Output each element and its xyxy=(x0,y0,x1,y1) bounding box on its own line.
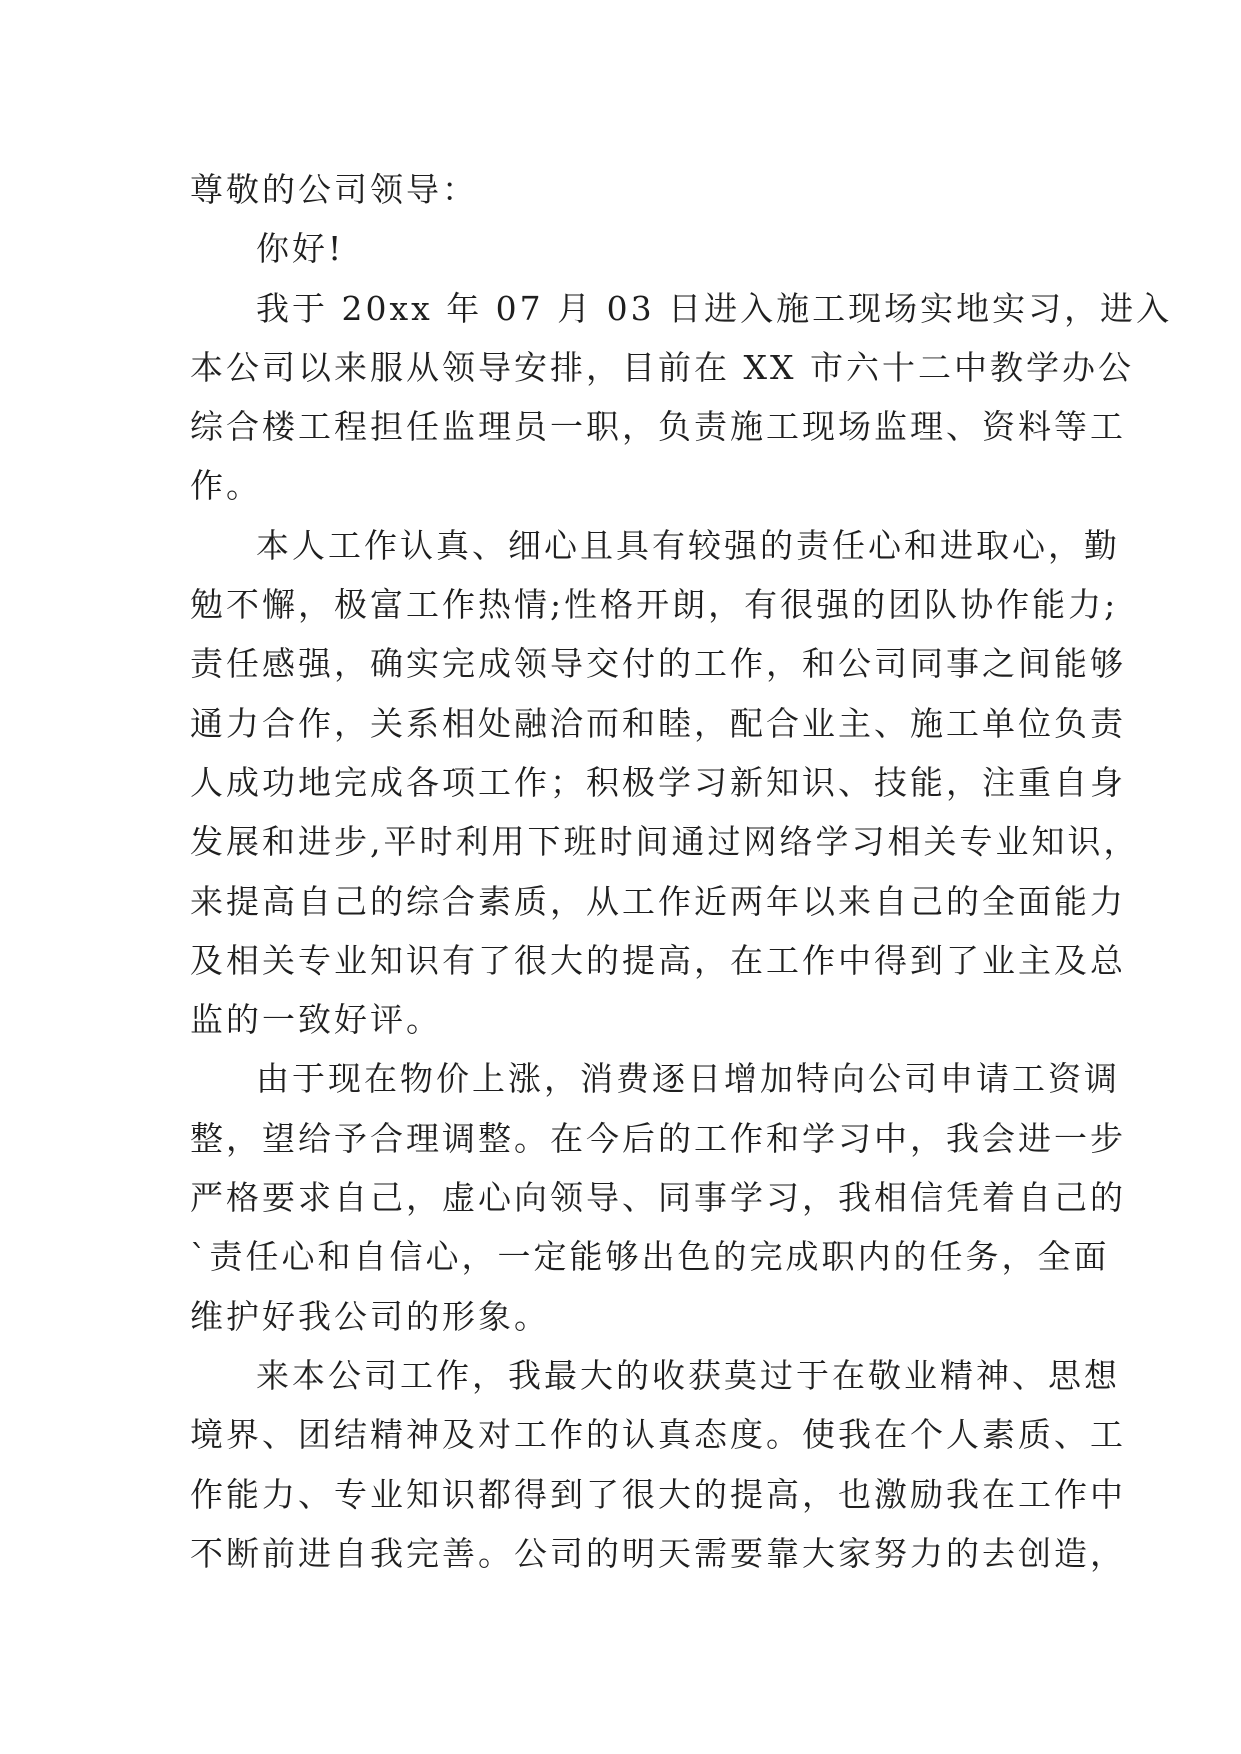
paragraph-line: 作。 xyxy=(190,466,262,506)
paragraph-line: 严格要求自己，虚心向领导、同事学习，我相信凭着自己的 xyxy=(190,1178,1126,1218)
letter-body xyxy=(190,160,1173,1583)
paragraph-line: 来本公司工作，我最大的收获莫过于在敬业精神、思想 xyxy=(256,1355,1120,1395)
paragraph-line: 通力合作，关系相处融洽而和睦，配合业主、施工单位负责 xyxy=(190,703,1126,743)
paragraph-line: 责任感强，确实完成领导交付的工作，和公司同事之间能够 xyxy=(190,644,1126,684)
paragraph-line: 勉不懈，极富工作热情;性格开朗，有很强的团队协作能力; xyxy=(190,585,1119,625)
paragraph-line: 本人工作认真、细心且具有较强的责任心和进取心，勤 xyxy=(256,525,1120,565)
paragraph-line: 来提高自己的综合素质，从工作近两年以来自己的全面能力 xyxy=(190,881,1126,921)
paragraph-line: 作能力、专业知识都得到了很大的提高，也激励我在工作中 xyxy=(190,1474,1126,1514)
paragraph-line: 人成功地完成各项工作；积极学习新知识、技能，注重自身 xyxy=(190,762,1126,802)
paragraph-line: 监的一致好评。 xyxy=(190,1000,442,1040)
paragraph-line: `责任心和自信心，一定能够出色的完成职内的任务，全面 xyxy=(190,1237,1110,1277)
paragraph-line: 及相关专业知识有了很大的提高，在工作中得到了业主及总 xyxy=(190,940,1126,980)
greeting: 你好! xyxy=(256,229,345,269)
paragraph-line: 由于现在物价上涨，消费逐日增加特向公司申请工资调 xyxy=(256,1059,1120,1099)
paragraph-line: 境界、团结精神及对工作的认真态度。使我在个人素质、工 xyxy=(190,1415,1126,1455)
paragraph-line: 整，望给予合理调整。在今后的工作和学习中，我会进一步 xyxy=(190,1118,1126,1158)
salutation: 尊敬的公司领导： xyxy=(190,170,478,209)
paragraph-line: 我于 20xx 年 07 月 03 日进入施工现场实地实习，进入 xyxy=(256,288,1173,328)
paragraph-line: 发展和进步,平时利用下班时间通过网络学习相关专业知识， xyxy=(190,822,1140,862)
paragraph-line: 维护好我公司的形象。 xyxy=(190,1296,550,1336)
paragraph-line: 综合楼工程担任监理员一职，负责施工现场监理、资料等工 xyxy=(190,407,1126,447)
paragraph-line: 本公司以来服从领导安排，目前在 XX 市六十二中教学办公 xyxy=(190,347,1134,387)
paragraph-line: 不断前进自我完善。公司的明天需要靠大家努力的去创造， xyxy=(190,1533,1126,1573)
